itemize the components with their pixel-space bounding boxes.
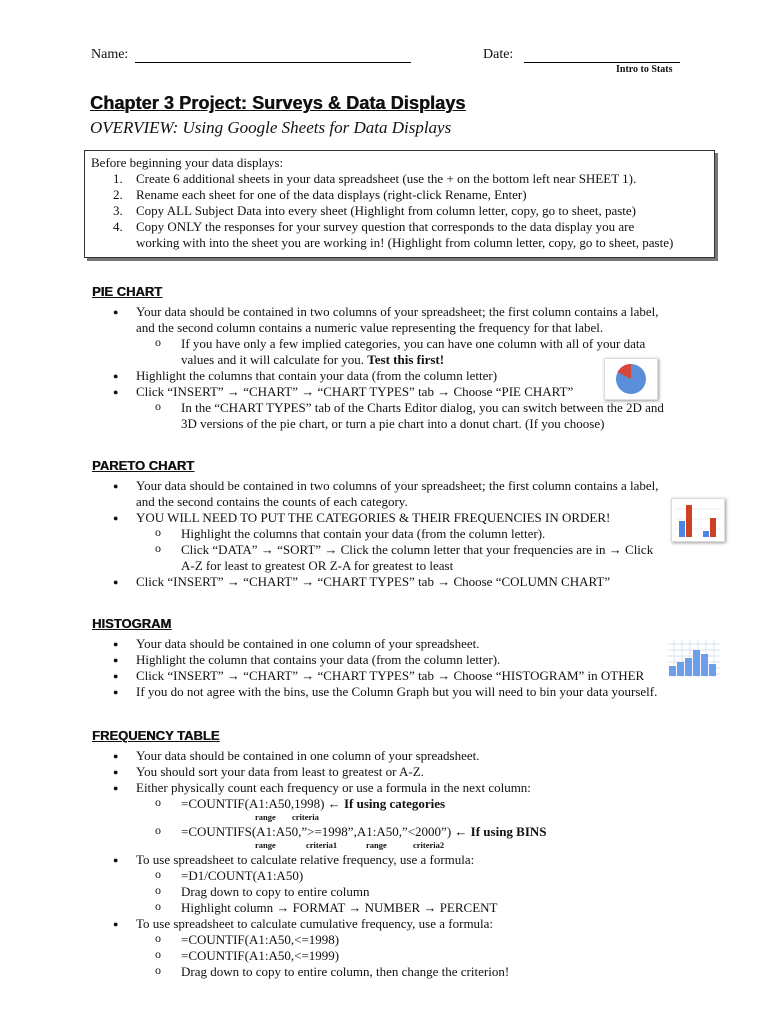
sub-bullet: o [155,541,161,555]
freq-f2-line [181,824,547,840]
sub-bullet: o [155,525,161,539]
bullet: ● [113,687,119,697]
freq-c3: Drag down to copy to entire column, then change the criterion! [181,964,510,979]
box-item-4: Copy ONLY the responses for your survey question that corresponds to the data display you are [136,219,635,234]
bullet: ● [113,919,119,929]
column-bar [679,521,685,537]
pie-heading: PIE CHART [92,284,163,299]
freq-l4: To use spreadsheet to calculate relative frequency, use a formula: [136,852,475,867]
sub-bullet: o [155,963,161,977]
pie-s1b-bold: Test this first! [367,352,445,367]
criteria1-label: criteria1 [306,840,338,850]
column-bar [710,518,716,537]
pie-s1b-line [181,352,444,368]
date-line[interactable] [524,62,680,63]
box-item-4-num: 4. [113,219,123,234]
bullet: ● [113,751,119,761]
pareto-heading: PARETO CHART [92,458,195,473]
box-item-3-num: 3. [113,203,123,218]
freq-r3: Highlight column → FORMAT → NUMBER → PERCENT [181,900,498,915]
box-item-2-num: 2. [113,187,123,202]
column-chart-icon-svg [672,499,724,541]
histogram-heading: HISTOGRAM [92,616,172,631]
box-item-1-num: 1. [113,171,123,186]
pareto-s2a: Click “DATA” → “SORT” → Click the column letter that your frequencies are in → Click [181,542,654,557]
pareto-s2b: A-Z for least to greatest OR Z-A for greatest to least [181,558,454,573]
column-chart-icon [671,498,725,542]
sub-bullet: o [155,867,161,881]
bullet: ● [113,655,119,665]
pie-chart-icon-svg [605,359,657,399]
box-lead: Before beginning your data displays: [91,155,284,170]
name-label: Name: [91,47,129,62]
instructions-box [84,150,715,258]
pie-s1b: values and it will calculate for you. [181,352,365,367]
sub-bullet: o [155,335,161,349]
pie-l4: Click “INSERT” → “CHART” → “CHART TYPES” tab → Choose “PIE CHART” [136,384,574,399]
pareto-l2: and the second contains the counts of each category. [136,494,408,509]
box-item-1: Create 6 additional sheets in your data spreadsheet (use the + on the bottom left near SHEET 1). [136,171,637,186]
freq-l3: Either physically count each frequency or use a formula in the next column: [136,780,531,795]
name-line[interactable] [135,62,411,63]
freq-c1: =COUNTIF(A1:A50,<=1998) [181,932,340,947]
bullet: ● [113,639,119,649]
sub-bullet: o [155,947,161,961]
page-title: Chapter 3 Project: Surveys & Data Displays [90,93,466,113]
histogram-l1: Your data should be contained in one column of your spreadsheet. [136,636,480,651]
histogram-icon [666,638,722,680]
pareto-l1: Your data should be contained in two columns of your spreadsheet; the first column contains a label, [136,478,659,493]
bullet: ● [113,577,119,587]
bullet: ● [113,387,119,397]
freq-f2-note: ← If using BINS [454,824,547,839]
pie-l2: and the second column contains a numeric value representing the frequency for that label. [136,320,604,335]
pie-s2a: In the “CHART TYPES” tab of the Charts Editor dialog, you can switch between the 2D and [181,400,664,415]
criteria2-label: criteria2 [413,840,445,850]
criteria-label: criteria [292,812,319,822]
range2-label: range [366,840,387,850]
sub-bullet: o [155,399,161,413]
date-label: Date: [483,47,514,62]
sub-bullet: o [155,795,161,809]
freq-f1-note: ← If using categories [327,796,446,811]
bullet: ● [113,371,119,381]
sub-bullet: o [155,883,161,897]
bullet: ● [113,855,119,865]
bullet: ● [113,767,119,777]
sub-bullet: o [155,931,161,945]
freq-l5: To use spreadsheet to calculate cumulative frequency, use a formula: [136,916,494,931]
histogram-icon-svg [666,638,722,680]
histogram-l2: Highlight the column that contains your data (from the column letter). [136,652,501,667]
pie-chart-icon [604,358,658,400]
column-bar [703,531,709,537]
sub-bullet: o [155,899,161,913]
histogram-l4: If you do not agree with the bins, use the Column Graph but you will need to bin your data yourself. [136,684,658,699]
range-label: range [255,840,276,850]
box-item-3: Copy ALL Subject Data into every sheet (Highlight from column letter, copy, go to sheet, paste) [136,203,636,218]
overview-subtitle: OVERVIEW: Using Google Sheets for Data Displays [90,118,452,137]
freq-c2: =COUNTIF(A1:A50,<=1999) [181,948,340,963]
bullet: ● [113,783,119,793]
freq-f1: =COUNTIF(A1:A50,1998) [181,796,325,811]
sub-bullet: o [155,823,161,837]
pie-s1a: If you have only a few implied categories, you can have one column with all of your data [181,336,646,351]
histogram-l3: Click “INSERT” → “CHART” → “CHART TYPES” tab → Choose “HISTOGRAM” in OTHER [136,668,645,683]
freq-r2: Drag down to copy to entire column [181,884,370,899]
box-item-4-cont: working with into the sheet you are working in! (Highlight from column letter, copy, go to sheet, paste) [136,235,674,250]
pie-l3: Highlight the columns that contain your data (from the column letter) [136,368,498,383]
freq-l2: You should sort your data from least to greatest or A-Z. [136,764,424,779]
range-label: range [255,812,276,822]
pie-l1: Your data should be contained in two columns of your spreadsheet; the first column contains a label, [136,304,659,319]
pareto-s1: Highlight the columns that contain your data (from the column letter). [181,526,546,541]
bullet: ● [113,307,119,317]
freq-f2: =COUNTIFS(A1:A50,”>=1998”,A1:A50,”<2000”) [181,824,452,839]
course-label: Intro to Stats [616,64,673,75]
freq-r1: =D1/COUNT(A1:A50) [181,868,304,883]
freq-heading: FREQUENCY TABLE [92,728,220,743]
box-item-2: Rename each sheet for one of the data displays (right-click Rename, Enter) [136,187,527,202]
freq-l1: Your data should be contained in one column of your spreadsheet. [136,748,480,763]
pie-s2b: 3D versions of the pie chart, or turn a pie chart into a donut chart. (If you choose) [181,416,605,431]
column-bar [686,505,692,537]
pareto-l4: Click “INSERT” → “CHART” → “CHART TYPES” tab → Choose “COLUMN CHART” [136,574,611,589]
bullet: ● [113,671,119,681]
freq-f1-line [181,796,445,812]
histogram-bars [669,650,716,676]
bullet: ● [113,481,119,491]
pareto-l3: YOU WILL NEED TO PUT THE CATEGORIES & THEIR FREQUENCIES IN ORDER! [136,510,611,525]
bullet: ● [113,513,119,523]
